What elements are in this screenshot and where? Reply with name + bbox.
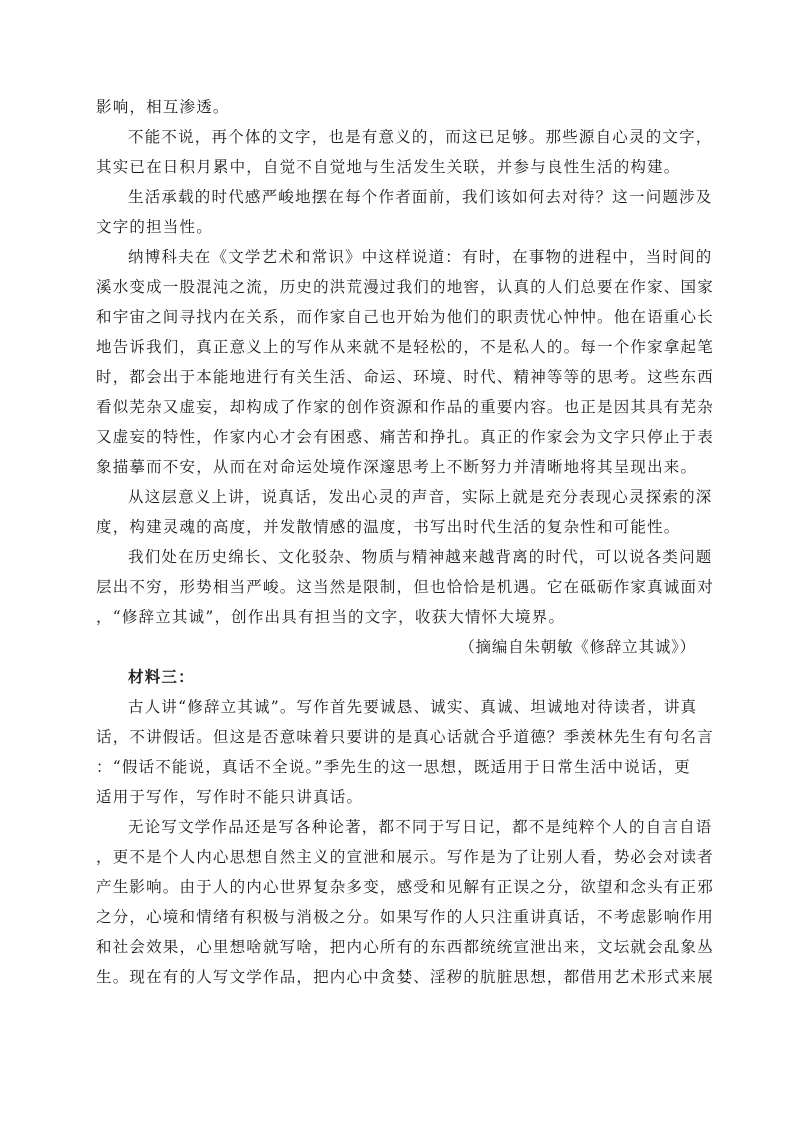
paragraph-line: 文字的担当性。 <box>96 218 213 236</box>
paragraph-line: 和宇宙之间寻找内在关系，而作家自己也开始为他们的职责忧心忡忡。他在语重心长 <box>96 308 714 326</box>
paragraph-line: ：“假话不能说，真话不全说。”季先生的这一思想，既适用于日常生活中说话，更 <box>96 758 692 776</box>
document-page <box>96 92 714 992</box>
paragraph-line: 溪水变成一股混沌之流，历史的洪荒漫过我们的地窖，认真的人们总要在作家、国家 <box>96 278 714 296</box>
paragraph-line: 度，构建灵魂的高度，并发散情感的温度，书写出时代生活的复杂性和可能性。 <box>96 518 681 536</box>
paragraph-line: 无论写文学作品还是写各种论著，都不同于写日记，都不是纯粹个人的自言自语 <box>128 818 713 836</box>
paragraph-line: 古人讲“修辞立其诚”。写作首先要诚恳、诚实、真诚、坦诚地对待读者，讲真 <box>128 698 698 716</box>
section-heading: 材料三： <box>128 667 195 686</box>
paragraph-line: 又虚妄的特性，作家内心才会有困惑、痛苦和挣扎。真正的作家会为文字只停止于表 <box>96 428 714 446</box>
paragraph-line: 层出不穷，形势相当严峻。这当然是限制，但也恰恰是机遇。它在砥砺作家真诚面对 <box>96 578 714 596</box>
paragraph-line: 地告诉我们，真正意义上的写作从来就不是轻松的，不是私人的。每一个作家拿起笔 <box>96 338 714 356</box>
paragraph-line: 生活承载的时代感严峻地摆在每个作者面前，我们该如何去对待？这一问题涉及 <box>128 188 713 206</box>
paragraph-line: 从这层意义上讲，说真话，发出心灵的声音，实际上就是充分表现心灵探索的深 <box>128 488 713 506</box>
paragraph-line: 看似芜杂又虚妄，却构成了作家的创作资源和作品的重要内容。也正是因其具有芜杂 <box>96 398 714 416</box>
paragraph-line: 生。现在有的人写文学作品，把内心中贪婪、淫秽的肮脏思想，都借用艺术形式来展 <box>96 968 714 986</box>
paragraph-line: 不能不说，再个体的文字，也是有意义的，而这已足够。那些源自心灵的文字， <box>128 128 713 146</box>
paragraph-line: 和社会效果，心里想啥就写啥，把内心所有的东西都统统宣泄出来，文坛就会乱象丛 <box>96 938 714 956</box>
paragraph-line: 我们处在历史绵长、文化驳杂、物质与精神越来越背离的时代，可以说各类问题 <box>128 548 713 566</box>
paragraph-line: 话，不讲假话。但这是否意味着只要讲的是真心话就合乎道德？季羡林先生有句名言 <box>96 728 714 746</box>
paragraph-line: 象描摹而不安，从而在对命运处境作深邃思考上不断努力并清晰地将其呈现出来。 <box>96 458 698 476</box>
paragraph-line: 影响，相互渗透。 <box>96 98 230 116</box>
paragraph-line: 时，都会出于本能地进行有关生活、命运、环境、时代、精神等等的思考。这些东西 <box>96 368 714 386</box>
paragraph-line: 产生影响。由于人的内心世界复杂多变，感受和见解有正误之分，欲望和念头有正邪 <box>96 878 714 896</box>
paragraph-line: 适用于写作，写作时不能只讲真话。 <box>96 788 364 806</box>
source-citation: （摘编自朱朝敏《修辞立其诚》） <box>459 638 696 656</box>
paragraph-line: ，更不是个人内心思想自然主义的宣泄和展示。写作是为了让别人看，势必会对读者 <box>96 848 714 866</box>
paragraph-line: 纳博科夫在《文学艺术和常识》中这样说道：有时，在事物的进程中，当时间的 <box>128 248 713 266</box>
paragraph-line: 其实已在日积月累中，自觉不自觉地与生活发生关联，并参与良性生活的构建。 <box>96 158 681 176</box>
paragraph-line: ，“修辞立其诚”，创作出具有担当的文字，收获大情怀大境界。 <box>96 608 566 626</box>
paragraph-line: 之分，心境和情绪有积极与消极之分。如果写作的人只注重讲真话，不考虑影响作用 <box>96 908 714 926</box>
